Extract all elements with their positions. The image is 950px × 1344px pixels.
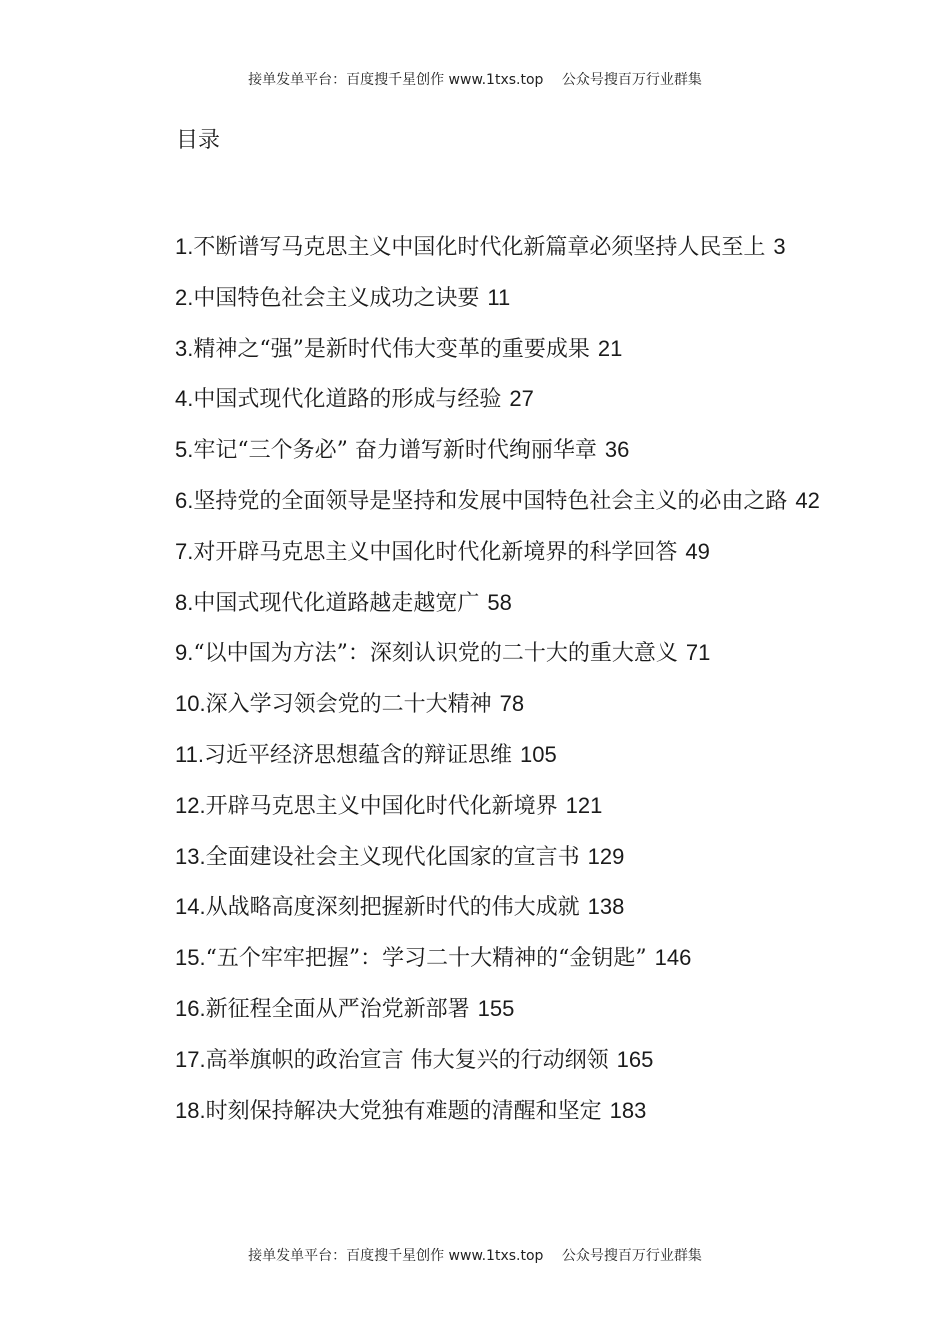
toc-entry-title: 中国式现代化道路越走越宽广 — [193, 590, 480, 616]
toc-entry[interactable] — [123, 222, 843, 273]
toc-entry-number: 2. — [175, 284, 194, 310]
toc-entry-title: 高举旗帜的政治宣言 伟大复兴的行动纲领 — [205, 1047, 609, 1073]
toc-entry-page: 121 — [565, 792, 603, 818]
toc-entry-title: “五个牢牢把握”：学习二十大精神的“金钥匙” — [205, 946, 647, 972]
toc-entry-title: 对开辟马克思主义中国化时代化新境界的科学回答 — [193, 539, 678, 565]
toc-entry-number: 7. — [175, 538, 194, 564]
toc-entry-number: 6. — [175, 487, 194, 513]
toc-entry-number: 11. — [175, 741, 204, 767]
toc-entry-number: 15. — [175, 945, 206, 971]
toc-entry[interactable] — [123, 425, 843, 476]
toc-entry-title: “以中国为方法”：深刻认识党的二十大的重大意义 — [193, 641, 678, 667]
toc-entry[interactable] — [123, 374, 843, 425]
toc-entry-title: 中国特色社会主义成功之诀要 — [193, 285, 480, 311]
toc-entry-title: 习近平经济思想蕴含的辩证思维 — [203, 742, 512, 768]
toc-entry-title: 深入学习领会党的二十大精神 — [205, 692, 492, 718]
toc-entry[interactable] — [123, 984, 843, 1035]
toc-entry-page: 183 — [609, 1097, 647, 1123]
toc-entry-title: 全面建设社会主义现代化国家的宣言书 — [205, 844, 580, 870]
toc-entry-number: 8. — [175, 589, 194, 615]
toc-entry-number: 10. — [175, 691, 206, 717]
toc-entry-page: 27 — [509, 386, 534, 412]
toc-entry[interactable] — [123, 679, 843, 730]
toc-entry-page: 129 — [587, 843, 625, 869]
toc-entry-number: 1. — [175, 234, 194, 259]
toc-entry-number: 16. — [175, 995, 206, 1021]
toc-entry[interactable] — [123, 578, 843, 629]
toc-entry-number: 5. — [175, 437, 194, 463]
toc-entry-page: 165 — [616, 1046, 654, 1072]
toc-entry[interactable] — [123, 324, 843, 375]
toc-entry[interactable] — [123, 781, 843, 832]
toc-entry-title: 时刻保持解决大党独有难题的清醒和坚定 — [205, 1098, 602, 1124]
toc-entry-page: 155 — [477, 995, 515, 1021]
toc-entry-title: 精神之“强”是新时代伟大变革的重要成果 — [193, 336, 590, 362]
toc-entry[interactable] — [123, 476, 843, 527]
toc-entry-page: 105 — [519, 741, 557, 767]
toc-entry[interactable] — [123, 933, 843, 984]
toc-entry-page: 3 — [773, 234, 786, 259]
toc-entry-page: 78 — [499, 691, 525, 717]
toc-entry-title: 坚持党的全面领导是坚持和发展中国特色社会主义的必由之路 — [193, 488, 788, 514]
toc-entry[interactable] — [123, 1086, 843, 1137]
toc-entry-number: 12. — [175, 792, 206, 818]
page-header: 接单发单平台：百度搜千星创作 www.1txs.top 公众号搜百万行业群集 — [248, 72, 702, 88]
toc-entry-title: 不断谱写马克思主义中国化时代化新篇章必须坚持人民至上 — [193, 235, 766, 260]
toc-entry[interactable] — [123, 1035, 843, 1086]
toc-entry-title: 新征程全面从严治党新部署 — [205, 996, 470, 1022]
toc-entry[interactable] — [123, 273, 843, 324]
toc-entry-page: 49 — [685, 538, 710, 564]
toc-entry-page: 138 — [587, 894, 625, 920]
toc-entry-number: 4. — [175, 386, 194, 412]
toc-entry-number: 9. — [175, 640, 194, 666]
toc-entry-page: 42 — [795, 487, 820, 513]
page-footer: 接单发单平台：百度搜千星创作 www.1txs.top 公众号搜百万行业群集 — [248, 1248, 702, 1264]
toc-entry-title: 牢记“三个务必” 奋力谱写新时代绚丽华章 — [193, 438, 597, 464]
toc-entry-page: 36 — [604, 437, 630, 463]
toc-entry-title: 开辟马克思主义中国化时代化新境界 — [205, 793, 558, 819]
toc-entry-title: 中国式现代化道路的形成与经验 — [193, 387, 502, 413]
toc-entry[interactable] — [123, 832, 843, 883]
toc-list — [123, 222, 843, 1136]
toc-entry-number: 18. — [175, 1097, 206, 1123]
toc-entry-page: 146 — [654, 945, 692, 971]
toc-entry-page: 11 — [487, 284, 511, 310]
toc-title: 目录 — [176, 128, 221, 153]
toc-entry-number: 13. — [175, 843, 206, 869]
toc-entry-number: 3. — [175, 335, 194, 361]
toc-entry[interactable] — [123, 527, 843, 578]
toc-entry[interactable] — [123, 730, 843, 781]
toc-entry-number: 17. — [175, 1046, 206, 1072]
toc-entry-page: 71 — [685, 640, 711, 666]
toc-entry-page: 21 — [597, 335, 623, 361]
toc-entry[interactable] — [123, 628, 843, 679]
toc-entry-number: 14. — [175, 894, 206, 920]
toc-entry-title: 从战略高度深刻把握新时代的伟大成就 — [205, 895, 580, 921]
toc-entry-page: 58 — [487, 589, 512, 615]
toc-entry[interactable] — [123, 882, 843, 933]
